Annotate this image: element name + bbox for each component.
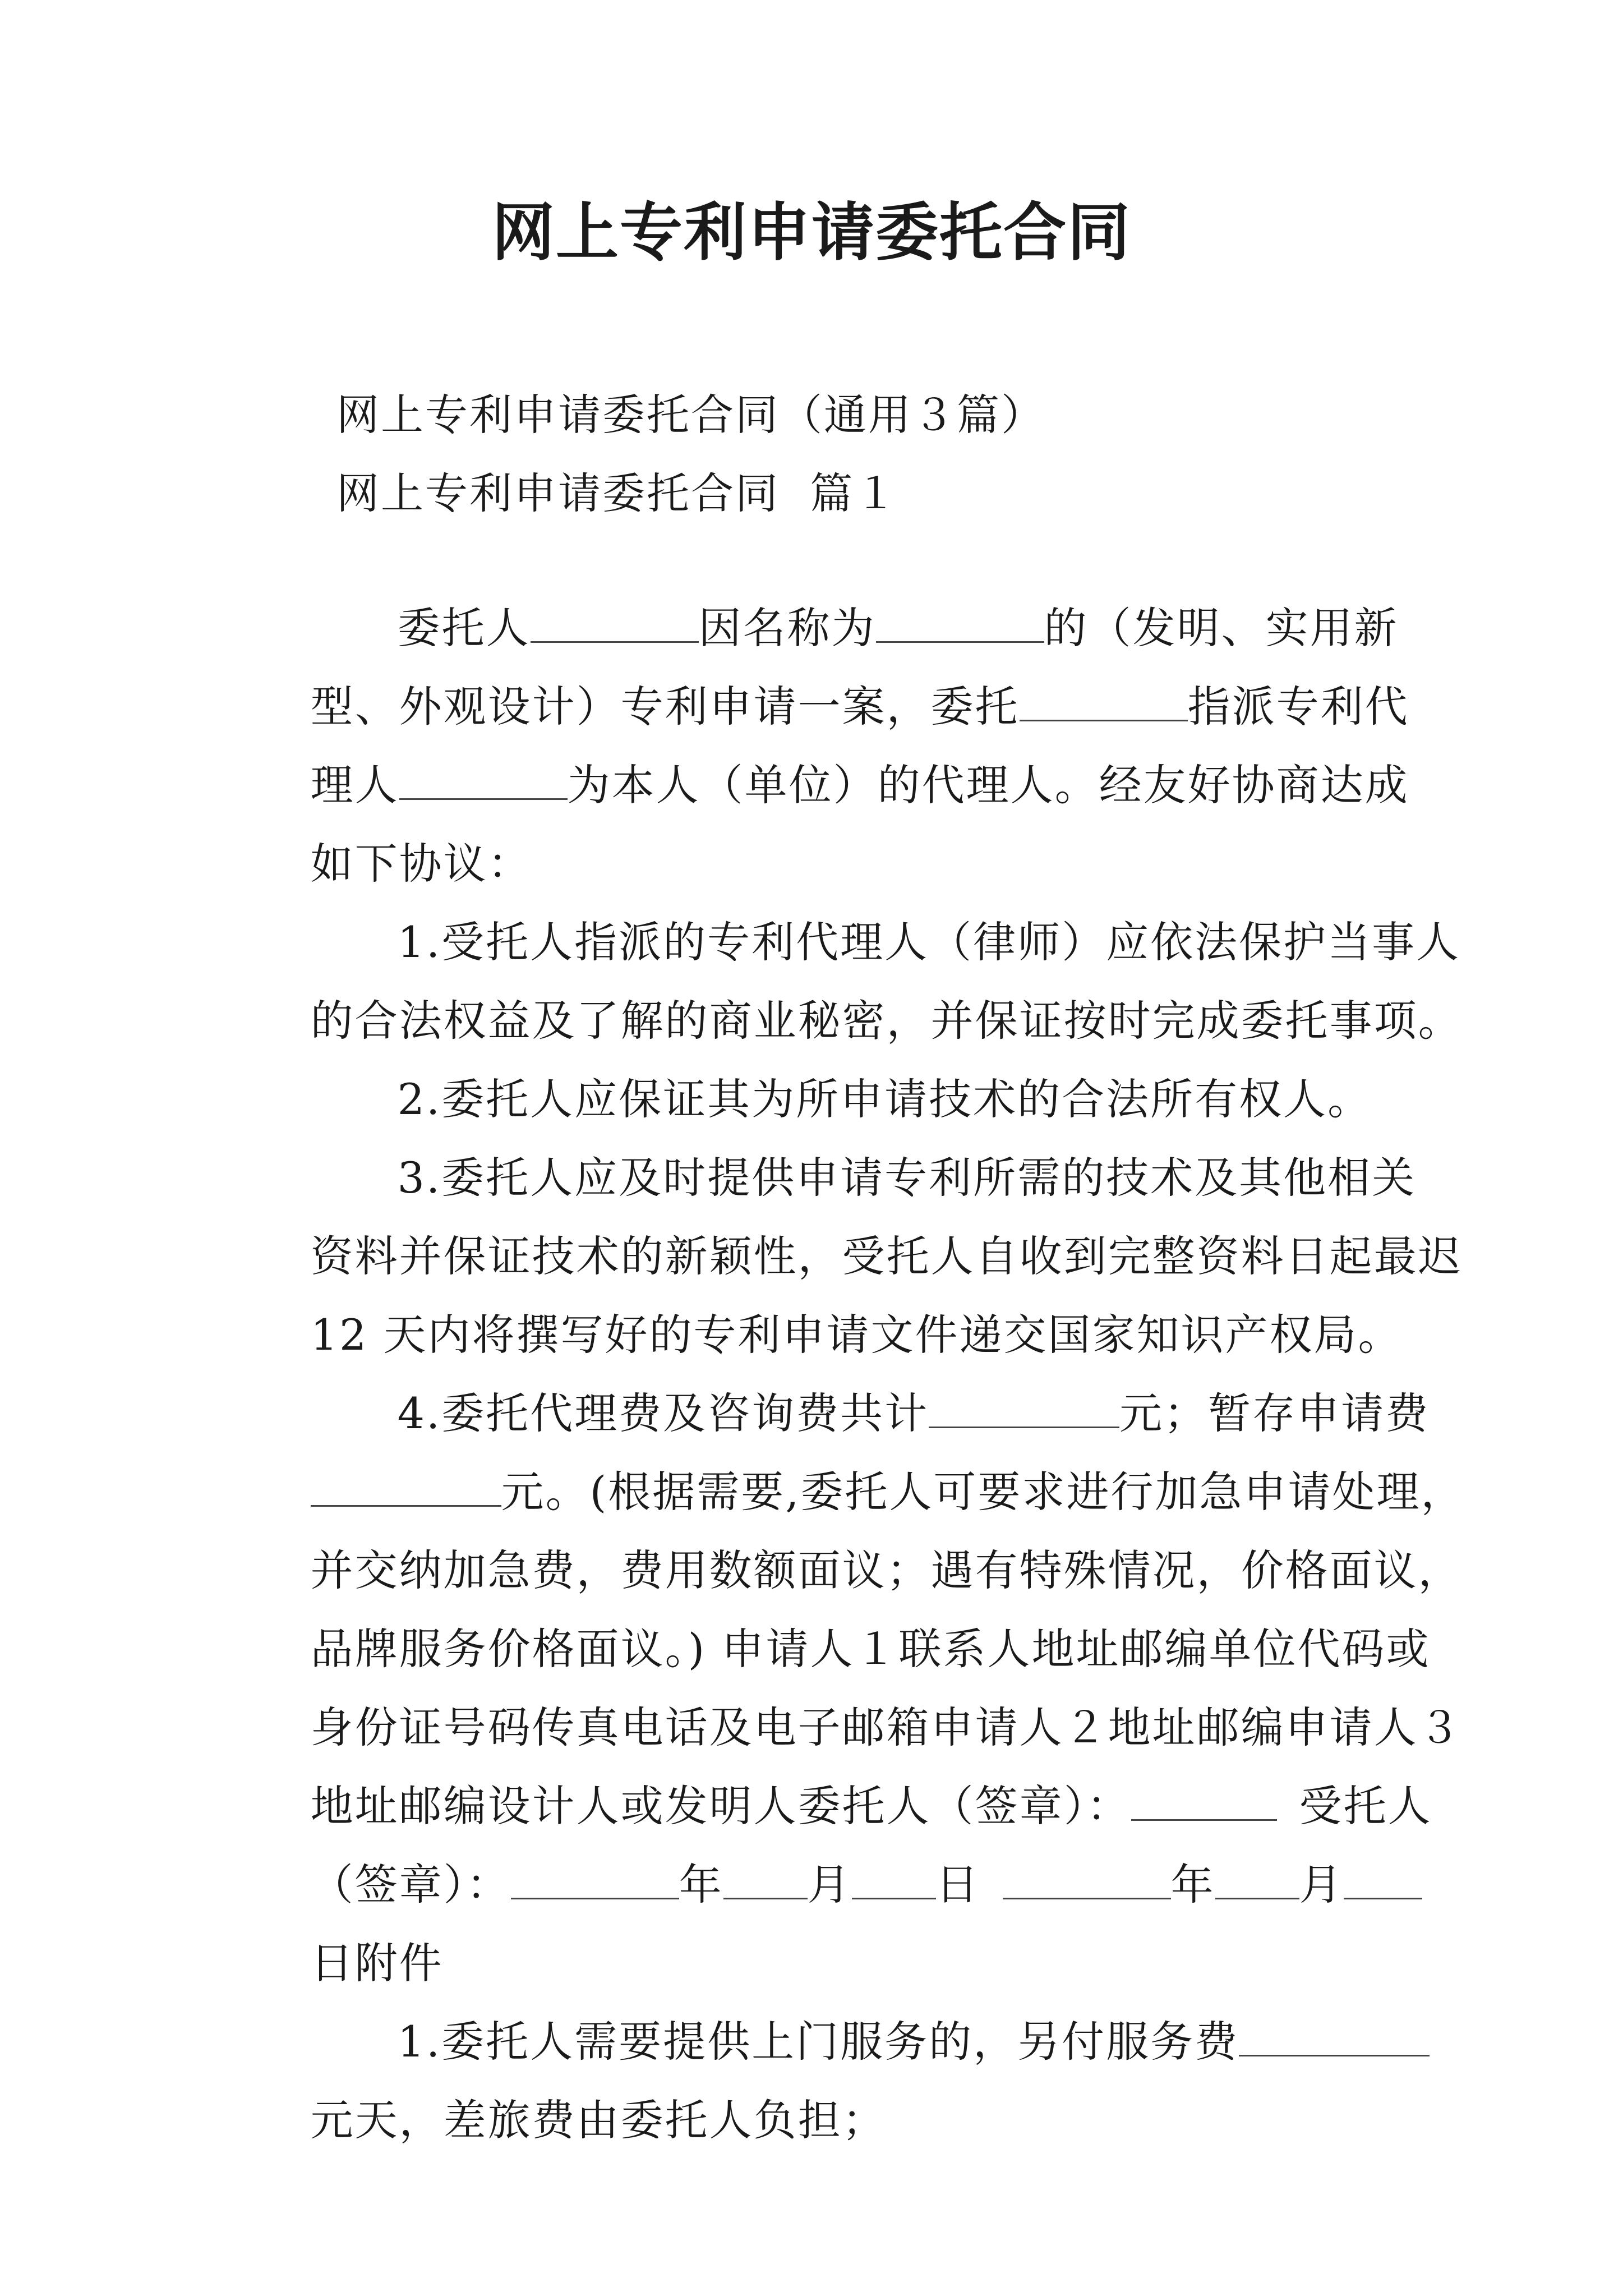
text-segment: 12 天内将撰写好的专利申请文件递交国家知识产权局。	[310, 1310, 1403, 1360]
text-segment: 3.委托人应及时提供申请专利所需的技术及其他相关	[397, 1153, 1417, 1203]
text-segment: 理人	[310, 760, 399, 810]
text-segment: 元。(根据需要,委托人可要求进行加急申请处理，	[501, 1467, 1465, 1517]
text-segment: 型、外观设计）专利申请一案，委托	[310, 682, 1020, 731]
text-segment: 年	[1170, 1860, 1215, 1910]
text-segment: 4.委托代理费及咨询费共计	[397, 1388, 929, 1438]
document-subtitle: 网上专利申请委托合同（通用３篇）	[336, 390, 1045, 440]
text-segment: 月	[1299, 1860, 1344, 1910]
text-segment: 元天，差旅费由委托人负担；	[310, 2095, 887, 2145]
text-segment: 地址邮编设计人或发明人委托人（签章）：	[310, 1781, 1131, 1831]
body-line	[250, 2036, 1388, 2205]
text-segment: 的合法权益及了解的商业秘密，并保证按时完成委托事项。	[310, 996, 1463, 1046]
document-title: 网上专利申请委托合同	[492, 196, 1131, 269]
section-heading: 网上专利申请委托合同 篇１	[336, 468, 899, 518]
text-segment: 月	[807, 1860, 852, 1910]
text-segment: 2.委托人应保证其为所申请技术的合法所有权人。	[397, 1074, 1372, 1124]
text-segment: 品牌服务价格面议。) 申请人１联系人地址邮编单位代码或	[310, 1624, 1431, 1674]
text-segment: （签章）：	[310, 1860, 511, 1910]
text-segment: 身份证号码传真电话及电子邮箱申请人２地址邮编申请人３	[310, 1703, 1463, 1752]
text-segment: 受托人	[1299, 1781, 1432, 1831]
text-segment: 日	[935, 1860, 980, 1910]
text-segment: 年	[679, 1860, 723, 1910]
text-segment: 并交纳加急费，费用数额面议；遇有特殊情况，价格面议，	[310, 1545, 1463, 1595]
text-segment: 元；暂存申请费	[1119, 1388, 1430, 1438]
text-segment: 资料并保证技术的新颖性，受托人自收到完整资料日起最迟	[310, 1231, 1463, 1281]
text-segment: 的（发明、实用新	[1044, 603, 1399, 653]
text-segment: 为本人（单位）的代理人。经友好协商达成	[567, 760, 1409, 810]
text-segment: 1.委托人需要提供上门服务的，另付服务费	[397, 2017, 1239, 2067]
text-segment: 日附件	[310, 1938, 444, 1988]
text-segment: 如下协议：	[310, 839, 532, 889]
text-segment: 委托人	[397, 603, 531, 653]
text-segment: 1.受托人指派的专利代理人（律师）应依法保护当事人	[397, 917, 1461, 967]
text-segment: 指派专利代	[1187, 682, 1409, 731]
text-segment: 因名称为	[698, 603, 876, 653]
